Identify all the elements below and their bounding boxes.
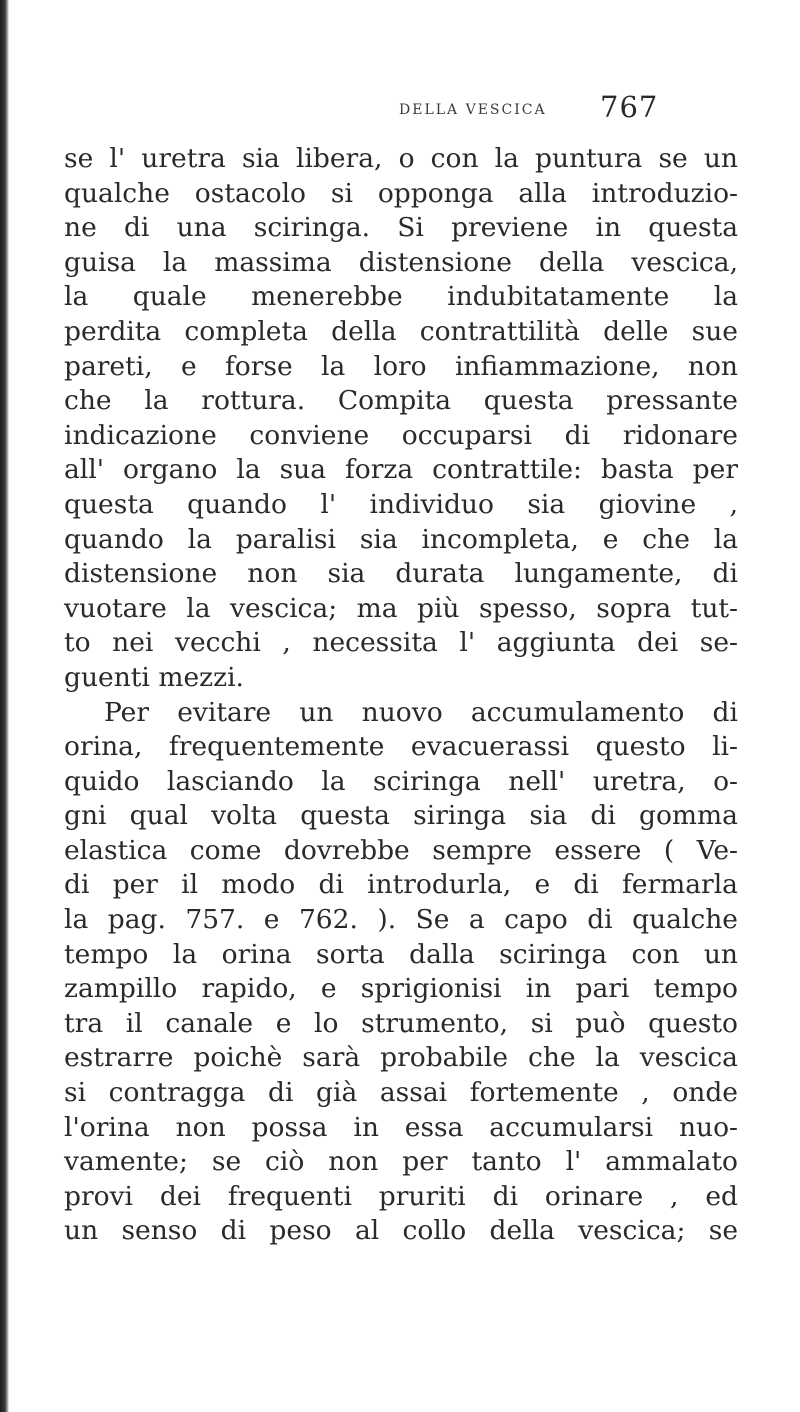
text-line: provi dei frequenti pruriti di orinare , ed bbox=[64, 1180, 738, 1212]
text-line: che la rottura. Compita questa pressante bbox=[64, 385, 738, 417]
page-number: 767 bbox=[600, 90, 659, 124]
text-line: ne di una sciringa. Si previene in questa bbox=[64, 212, 738, 244]
page-header bbox=[0, 90, 800, 130]
text-line: orina, frequentemente evacuerassi questo li- bbox=[64, 731, 738, 763]
text-line: to nei vecchi , necessita l' aggiunta dei se- bbox=[64, 627, 738, 659]
text-line: la quale menerebbe indubitatamente la bbox=[64, 281, 738, 313]
text-line: tempo la orina sorta dalla sciringa con un bbox=[64, 938, 738, 970]
running-head: DELLA VESCICA bbox=[399, 102, 547, 118]
paragraph-first-line: Per evitare un nuovo accumulamento di bbox=[104, 696, 738, 728]
text-line: elastica come dovrebbe sempre essere ( Ve- bbox=[64, 834, 738, 866]
text-line: gni qual volta questa siringa sia di gomma bbox=[64, 800, 738, 832]
text-line: pareti, e forse la loro infiammazione, non bbox=[64, 350, 738, 382]
text-line: distensione non sia durata lungamente, di bbox=[64, 558, 738, 590]
text-line: vamente; se ciò non per tanto l' ammalato bbox=[64, 1146, 738, 1178]
text-line: zampillo rapido, e sprigionisi in pari tempo bbox=[64, 973, 738, 1005]
text-line: all' organo la sua forza contrattile: basta per bbox=[64, 454, 738, 486]
text-line: indicazione conviene occuparsi di ridonare bbox=[64, 419, 738, 451]
text-line: qualche ostacolo si opponga alla introduzio- bbox=[64, 177, 738, 209]
text-line: quando la paralisi sia incompleta, e che la bbox=[64, 523, 738, 555]
page-binding-edge bbox=[0, 0, 9, 1412]
text-line: di per il modo di introdurla, e di fermarla bbox=[64, 869, 738, 901]
text-line: tra il canale e lo strumento, si può questo bbox=[64, 1007, 738, 1039]
text-line: perdita completa della contrattilità delle sue bbox=[64, 315, 738, 347]
text-line: se l' uretra sia libera, o con la puntura se un bbox=[64, 143, 738, 174]
text-line: guenti mezzi. bbox=[64, 661, 244, 693]
text-line: l'orina non possa in essa accumularsi nuo- bbox=[64, 1111, 738, 1143]
text-line: si contragga di già assai fortemente , onde bbox=[64, 1077, 738, 1109]
text-line: quido lasciando la sciringa nell' uretra, o- bbox=[64, 765, 738, 797]
text-line: vuotare la vescica; ma più spesso, sopra tut- bbox=[64, 592, 738, 624]
text-line: un senso di peso al collo della vescica; se bbox=[64, 1215, 738, 1247]
text-line: guisa la massima distensione della vescica, bbox=[64, 246, 738, 278]
text-line: la pag. 757. e 762. ). Se a capo di qualche bbox=[64, 904, 738, 936]
text-line: questa quando l' individuo sia giovine , bbox=[64, 488, 738, 520]
body-text bbox=[64, 142, 738, 1249]
text-line: estrarre poichè sarà probabile che la vescica bbox=[64, 1042, 738, 1074]
